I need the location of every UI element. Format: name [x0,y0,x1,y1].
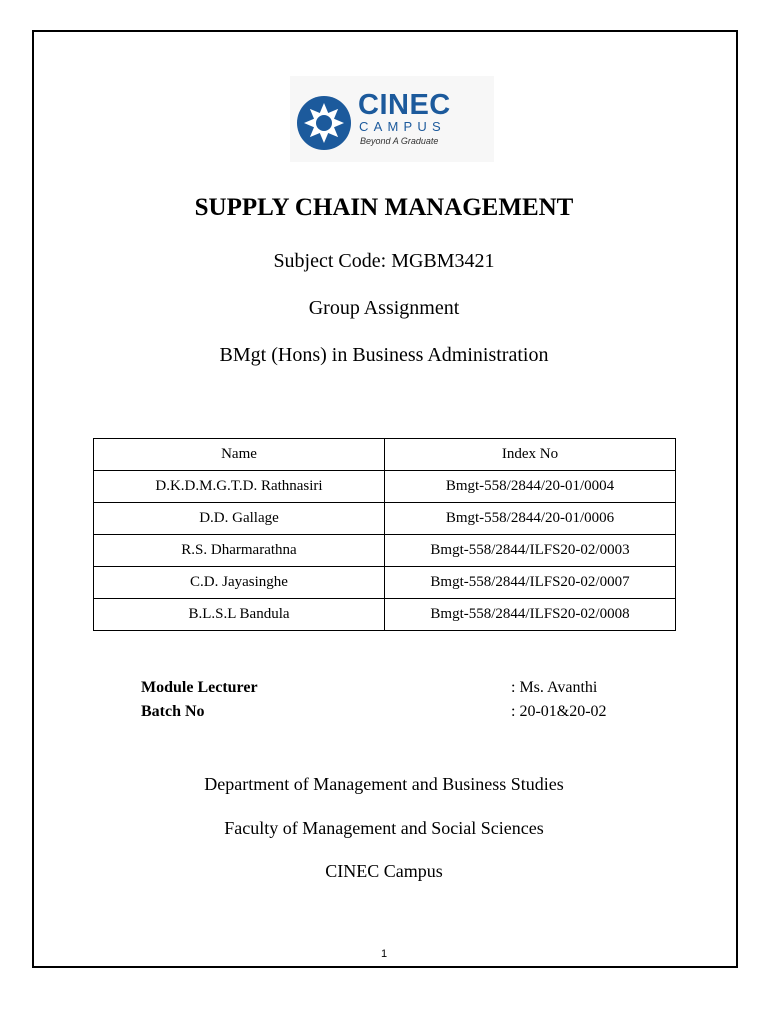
table-header-row [94,439,676,471]
member-index: Bmgt-558/2844/20-01/0004 [385,471,676,503]
member-name: D.D. Gallage [94,503,385,535]
assignment-type: Group Assignment [308,297,460,319]
faculty-name: Faculty of Management and Social Sciences [224,818,544,838]
logo-sub-text: CAMPUS [359,119,446,134]
member-name: B.L.S.L Bandula [94,599,385,631]
page-number: 1 [380,948,388,960]
logo-tagline: Beyond A Graduate [360,136,439,146]
cinec-star-emblem-icon [295,94,353,152]
member-index: Bmgt-558/2844/20-01/0006 [385,503,676,535]
member-name: C.D. Jayasinghe [94,567,385,599]
department-name: Department of Management and Business Studies [204,774,564,794]
table-row [94,535,676,567]
table-row [94,567,676,599]
campus-name: CINEC Campus [325,861,443,881]
batch-label: Batch No [141,703,205,720]
program-name: BMgt (Hons) in Business Administration [219,344,549,366]
member-name: D.K.D.M.G.T.D. Rathnasiri [94,471,385,503]
header-name: Name [94,439,385,471]
lecturer-label: Module Lecturer [141,679,258,696]
member-name: R.S. Dharmarathna [94,535,385,567]
table-row [94,471,676,503]
table-row [94,599,676,631]
batch-value: : 20-01&20-02 [511,703,607,720]
document-title: SUPPLY CHAIN MANAGEMENT [194,194,574,221]
lecturer-value: : Ms. Avanthi [511,679,598,696]
member-index: Bmgt-558/2844/ILFS20-02/0003 [385,535,676,567]
subject-code: Subject Code: MGBM3421 [273,250,495,272]
logo-brand-text: CINEC [358,89,451,121]
header-index: Index No [385,439,676,471]
member-index: Bmgt-558/2844/ILFS20-02/0007 [385,567,676,599]
member-index: Bmgt-558/2844/ILFS20-02/0008 [385,599,676,631]
table-row [94,503,676,535]
cinec-logo [290,76,494,162]
members-table [93,438,676,631]
